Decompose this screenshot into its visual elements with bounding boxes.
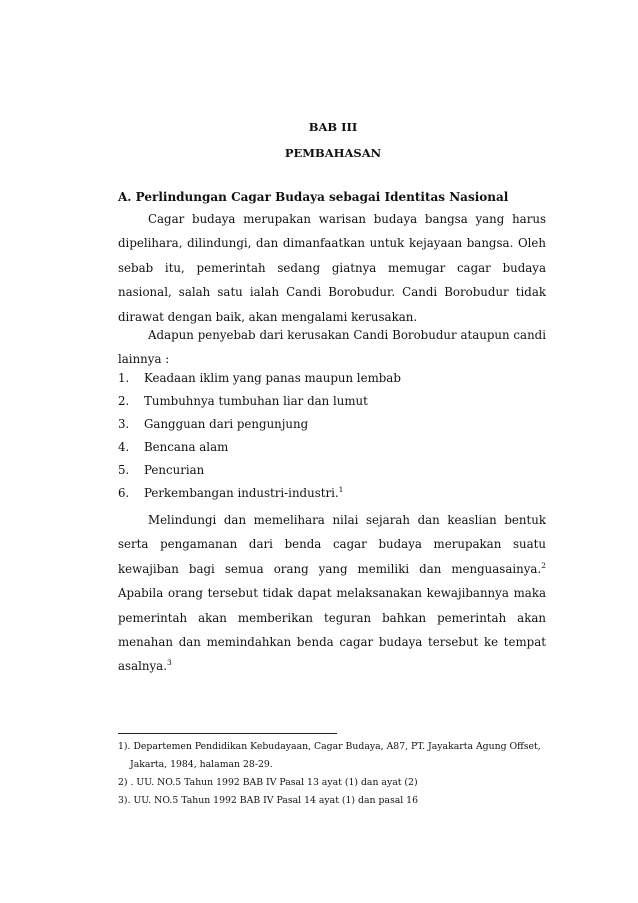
footnote-ref[interactable]: 2 <box>541 560 546 570</box>
footnote: 3). UU. NO.5 Tahun 1992 BAB IV Pasal 14 ayat (1) dan pasal 16 <box>118 795 419 806</box>
list-text: Bencana alam <box>144 440 229 454</box>
list-text: Tumbuhnya tumbuhan liar dan lumut <box>144 394 368 408</box>
footnotes <box>118 738 558 810</box>
list-item <box>118 459 401 482</box>
footnote: 1). Departemen Pendidikan Kebudayaan, Cagar Budaya, A87, PT. Jayakarta Agung Offset, <box>118 741 541 752</box>
paragraph-text: Apabila orang tersebut tidak dapat melaksanakan kewajibannya maka pemerintah akan memberikan teguran bahkan pemerintah akan menahan dan memindahkan benda cagar budaya tersebut ke tempat asalnya. <box>118 586 546 674</box>
list-item <box>118 413 401 436</box>
list-item <box>118 482 401 505</box>
list-text: Keadaan iklim yang panas maupun lembab <box>144 371 401 385</box>
list-text: Gangguan dari pengunjung <box>144 417 309 431</box>
footnote-ref[interactable]: 3 <box>166 658 172 668</box>
section-title: A. Perlindungan Cagar Budaya sebagai Identitas Nasional <box>118 190 509 204</box>
list-number: 5. <box>118 463 130 477</box>
cause-list <box>118 367 401 505</box>
list-number: 4. <box>118 440 130 454</box>
paragraph: Adapun penyebab dari kerusakan Candi Borobudur ataupun candi lainnya : <box>118 328 546 367</box>
list-item <box>118 436 401 459</box>
list-number: 3. <box>118 417 130 431</box>
footnote: 2) . UU. NO.5 Tahun 1992 BAB IV Pasal 13 ayat (1) dan ayat (2) <box>118 777 418 788</box>
list-item <box>118 367 401 390</box>
paragraph <box>118 508 546 679</box>
list-number: 2. <box>118 394 130 408</box>
footnote-ref[interactable]: 1 <box>338 485 344 495</box>
footnote-continuation: Jakarta, 1984, halaman 28-29. <box>130 759 273 770</box>
list-text: Pencurian <box>144 463 205 477</box>
list-number: 6. <box>118 486 130 500</box>
chapter-title: BAB III <box>308 120 358 134</box>
list-item <box>118 390 401 413</box>
list-text: Perkembangan industri-industri. <box>144 486 339 500</box>
footnote-divider <box>118 733 337 734</box>
chapter-subtitle: PEMBAHASAN <box>284 146 382 160</box>
paragraph: Cagar budaya merupakan warisan budaya bangsa yang harus dipelihara, dilindungi, dan dimanfaatkan untuk kejayaan bangsa. Oleh sebab itu, pemerintah sedang giatnya memugar cagar budaya nasional, salah satu ialah Candi Borobudur. Candi Borobudur tidak dirawat dengan baik, akan mengalami kerusakan. <box>118 212 546 324</box>
list-number: 1. <box>118 371 130 385</box>
paragraph-text: Melindungi dan memelihara nilai sejarah dan keaslian bentuk serta pengamanan dari benda cagar budaya merupakan suatu kewajiban bagi semua orang yang memiliki dan menguasainya. <box>118 513 546 576</box>
